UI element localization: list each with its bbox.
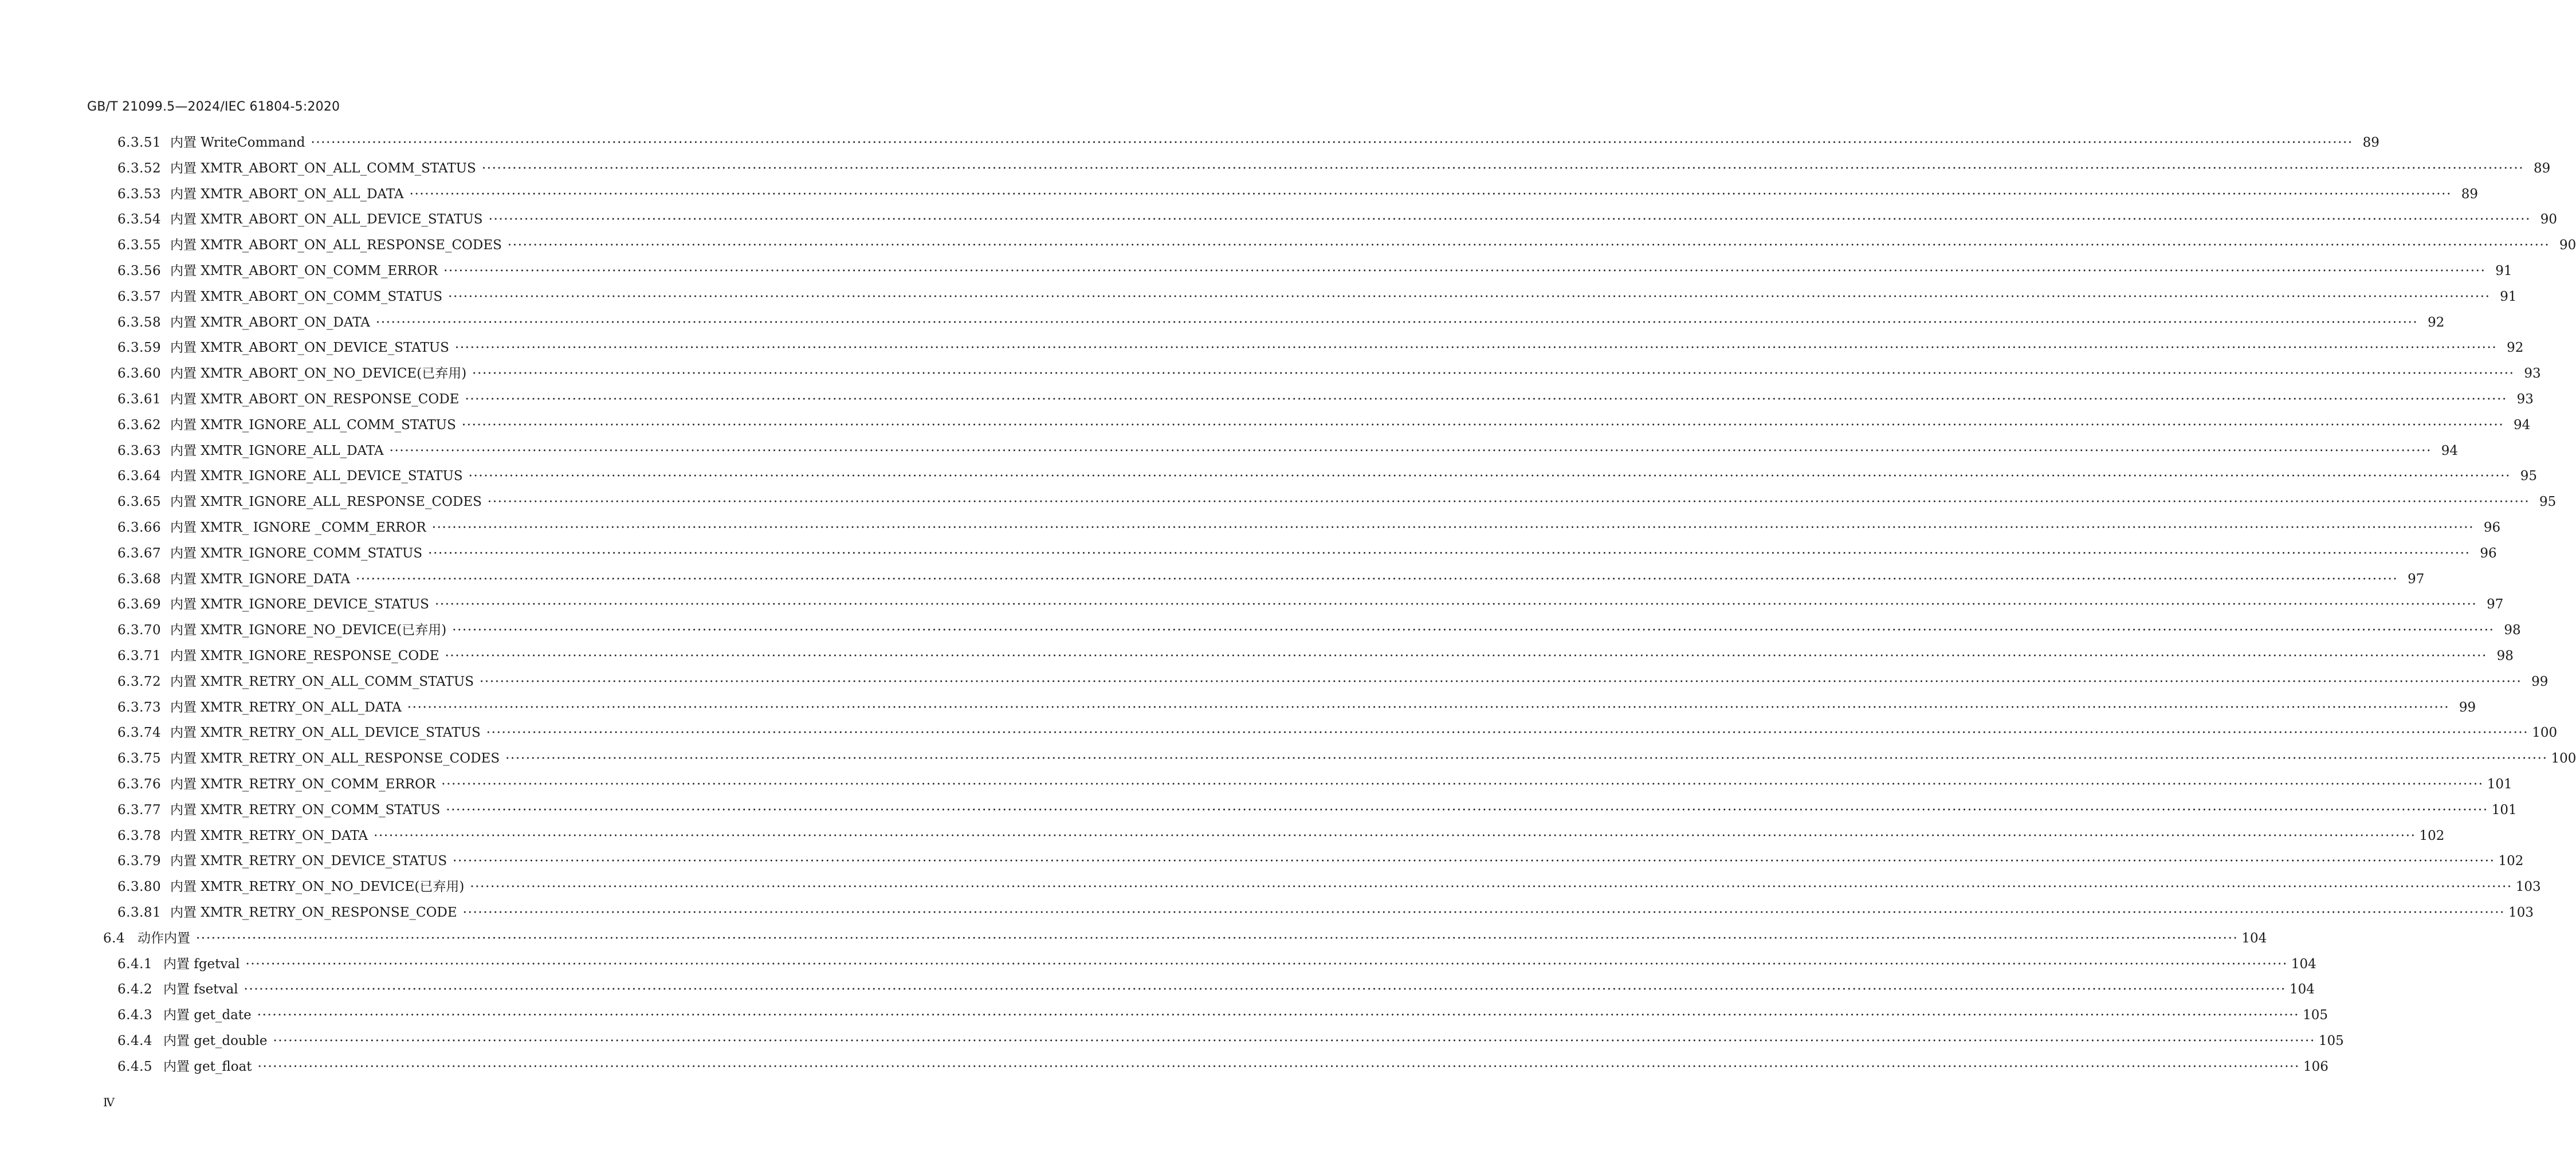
toc-entry[interactable] bbox=[117, 981, 2315, 998]
toc-entry-title: 内置 XMTR_RETRY_ON_ALL_RESPONSE_CODES bbox=[170, 751, 500, 767]
toc-entry-page: 106 bbox=[2303, 1059, 2328, 1074]
toc-entry-page: 101 bbox=[2491, 802, 2517, 818]
toc-entry-page: 97 bbox=[2408, 571, 2425, 587]
toc-entry-number: 6.4.4 bbox=[117, 1034, 153, 1048]
toc-entry-page: 103 bbox=[2508, 905, 2534, 920]
toc-entry[interactable] bbox=[117, 852, 2524, 870]
toc-entry-number: 6.4 bbox=[103, 930, 125, 946]
toc-dot-leader: ················································································································································································································································································································································································································ bbox=[452, 623, 2495, 638]
toc-entry-number: 6.3.80 bbox=[117, 879, 162, 895]
toc-entry-page: 95 bbox=[2520, 469, 2538, 484]
toc-entry[interactable] bbox=[117, 442, 2459, 459]
toc-entry-page: 92 bbox=[2507, 340, 2524, 356]
toc-dot-leader: ················································································································································································································································································································································································································ bbox=[441, 777, 2484, 792]
toc-entry[interactable] bbox=[117, 365, 2541, 382]
toc-entry-page: 94 bbox=[2513, 417, 2531, 433]
toc-entry-number: 6.4.1 bbox=[117, 956, 153, 972]
toc-entry[interactable] bbox=[117, 622, 2521, 639]
toc-dot-leader: ················································································································································································································································································································································································································ bbox=[454, 340, 2498, 356]
toc-entry-title: 内置 XMTR_IGNORE_ALL_COMM_STATUS bbox=[170, 417, 456, 433]
toc-entry[interactable] bbox=[117, 596, 2504, 613]
toc-entry-number: 6.3.58 bbox=[117, 315, 162, 330]
toc-entry[interactable] bbox=[117, 878, 2541, 895]
toc-entry-title: 内置 XMTR_RETRY_ON_ALL_DATA bbox=[170, 700, 402, 715]
toc-dot-leader: ················································································································································································································································································································································································································ bbox=[375, 315, 2418, 330]
toc-entry[interactable] bbox=[117, 904, 2534, 921]
toc-entry-page: 96 bbox=[2480, 545, 2497, 561]
toc-entry[interactable] bbox=[117, 647, 2514, 665]
toc-dot-leader: ················································································································································································································································································································································································································ bbox=[355, 571, 2398, 587]
toc-entry-number: 6.3.51 bbox=[117, 135, 162, 150]
toc-entry-page: 104 bbox=[2289, 982, 2315, 997]
toc-entry-page: 99 bbox=[2531, 674, 2548, 689]
toc-entry-page: 103 bbox=[2515, 879, 2541, 895]
toc-dot-leader: ················································································································································································································································································································································································································ bbox=[468, 469, 2511, 484]
toc-entry-number: 6.3.65 bbox=[117, 494, 162, 510]
toc-entry-title: 内置 XMTR_IGNORE_DEVICE_STATUS bbox=[170, 597, 429, 612]
toc-entry-title: 内置 XMTR_RETRY_ON_DATA bbox=[170, 828, 368, 843]
toc-entry[interactable] bbox=[117, 956, 2316, 973]
toc-dot-leader: ················································································································································································································································································································································································································ bbox=[245, 956, 2288, 972]
toc-entry-page: 100 bbox=[2532, 725, 2558, 741]
toc-entry-number: 6.3.78 bbox=[117, 828, 162, 843]
toc-entry-number: 6.4.2 bbox=[117, 982, 153, 997]
toc-entry[interactable] bbox=[117, 545, 2497, 562]
toc-entry-number: 6.3.75 bbox=[117, 751, 162, 767]
toc-entry[interactable] bbox=[117, 262, 2512, 280]
toc-entry-number: 6.3.52 bbox=[117, 160, 162, 176]
toc-entry-page: 89 bbox=[2533, 160, 2551, 176]
toc-dot-leader: ················································································································································································································································································································································································································ bbox=[257, 1008, 2300, 1023]
toc-entry-number: 6.3.55 bbox=[117, 238, 162, 253]
toc-dot-leader: ················································································································································································································································································································································································································ bbox=[196, 930, 2239, 946]
toc-entry-page: 100 bbox=[2551, 751, 2576, 767]
toc-entry-number: 6.4.5 bbox=[117, 1059, 153, 1074]
toc-entry-title: 内置 XMTR_ABORT_ON_RESPONSE_CODE bbox=[170, 392, 460, 407]
toc-dot-leader: ················································································································································································································································································································································································································ bbox=[472, 366, 2515, 382]
toc-dot-leader: ················································································································································································································································································································································································································ bbox=[470, 879, 2512, 895]
toc-entry[interactable] bbox=[117, 750, 2576, 767]
toc-entry-title: 内置 XMTR_IGNORE_ALL_RESPONSE_CODES bbox=[170, 494, 482, 510]
toc-entry-page: 91 bbox=[2495, 264, 2512, 278]
toc-dot-leader: ················································································································································································································································································································································································································ bbox=[481, 160, 2524, 176]
toc-dot-leader: ················································································································································································································································································································································································································ bbox=[461, 417, 2504, 433]
toc-entry-number: 6.3.67 bbox=[117, 545, 162, 561]
toc-entry[interactable] bbox=[117, 776, 2512, 793]
toc-entry-number: 6.3.72 bbox=[117, 674, 162, 689]
toc-entry-title: 内置 XMTR_IGNORE_RESPONSE_CODE bbox=[170, 649, 439, 663]
toc-entry-title: 内置 XMTR_ABORT_ON_COMM_STATUS bbox=[170, 289, 443, 304]
toc-dot-leader: ················································································································································································································································································································································································································ bbox=[487, 494, 2530, 510]
toc-entry-number: 6.3.69 bbox=[117, 597, 162, 612]
toc-entry-number: 6.3.63 bbox=[117, 443, 162, 458]
toc-entry-title: 内置 fgetval bbox=[163, 956, 240, 972]
toc-entry[interactable] bbox=[117, 288, 2517, 305]
toc-entry-title: 内置 get_double bbox=[163, 1034, 268, 1048]
toc-entry-page: 105 bbox=[2318, 1034, 2344, 1048]
toc-entry-number: 6.3.81 bbox=[117, 905, 162, 920]
toc-dot-leader: ················································································································································································································································································································································································································ bbox=[465, 392, 2507, 407]
toc-entry-number: 6.3.53 bbox=[117, 186, 162, 202]
toc-entry-number: 6.3.74 bbox=[117, 725, 162, 741]
toc-dot-leader: ················································································································································································································································································································································································································ bbox=[446, 802, 2488, 818]
toc-dot-leader: ················································································································································································································································································································································································································ bbox=[389, 443, 2432, 458]
toc-entry[interactable] bbox=[117, 1007, 2328, 1024]
toc-dot-leader: ················································································································································································································································································································································································································ bbox=[244, 982, 2286, 997]
toc-dot-leader: ················································································································································································································································································································································································································ bbox=[311, 135, 2353, 150]
toc-dot-leader: ················································································································································································································································································································································································································ bbox=[453, 854, 2495, 869]
toc-entry-page: 105 bbox=[2303, 1008, 2328, 1023]
toc-entry[interactable] bbox=[117, 467, 2538, 485]
toc-entry-page: 95 bbox=[2539, 494, 2557, 510]
toc-entry-page: 94 bbox=[2441, 443, 2459, 458]
toc-entry-title: 内置 fsetval bbox=[163, 982, 238, 997]
toc-entry-number: 6.3.54 bbox=[117, 212, 162, 227]
toc-entry-number: 6.3.77 bbox=[117, 802, 162, 818]
toc-entry-title: 内置 XMTR_ABORT_ON_ALL_COMM_STATUS bbox=[170, 160, 476, 176]
toc-entry[interactable] bbox=[103, 930, 2267, 947]
toc-dot-leader: ················································································································································································································································································································································································································ bbox=[409, 186, 2452, 202]
toc-entry[interactable] bbox=[117, 493, 2557, 510]
toc-entry-page: 93 bbox=[2524, 366, 2541, 382]
toc-entry-title: 内置 XMTR_ABORT_ON_COMM_ERROR bbox=[170, 264, 438, 278]
toc-entry[interactable] bbox=[117, 237, 2576, 254]
toc-entry-title: 内置 XMTR_ABORT_ON_ALL_DEVICE_STATUS bbox=[170, 212, 483, 227]
toc-dot-leader: ················································································································································································································································································································································································································ bbox=[445, 649, 2487, 663]
toc-entry-page: 92 bbox=[2428, 315, 2445, 330]
toc-entry[interactable] bbox=[117, 339, 2524, 356]
toc-entry[interactable] bbox=[117, 186, 2478, 203]
toc-entry-page: 97 bbox=[2487, 597, 2504, 612]
toc-entry-title: 内置 XMTR_RETRY_ON_DEVICE_STATUS bbox=[170, 854, 447, 869]
toc-entry-page: 104 bbox=[2241, 930, 2267, 946]
toc-entry[interactable] bbox=[117, 827, 2445, 844]
toc-entry-title: 内置 get_date bbox=[163, 1008, 252, 1023]
toc-entry[interactable] bbox=[117, 724, 2558, 741]
toc-dot-leader: ················································································································································································································································································································································································································ bbox=[407, 700, 2450, 715]
toc-entry-page: 93 bbox=[2516, 392, 2534, 407]
toc-entry-page: 102 bbox=[2498, 854, 2524, 869]
toc-entry[interactable] bbox=[117, 1032, 2344, 1050]
toc-entry[interactable] bbox=[117, 314, 2445, 331]
toc-entry-title: 动作内置 bbox=[138, 930, 190, 946]
toc-entry-page: 90 bbox=[2559, 238, 2576, 253]
toc-entry[interactable] bbox=[117, 801, 2517, 819]
toc-entry-title: 内置 XMTR_ABORT_ON_ALL_RESPONSE_CODES bbox=[170, 238, 502, 253]
toc-entry-title: 内置 XMTR_RETRY_ON_ALL_COMM_STATUS bbox=[170, 674, 474, 689]
toc-entry-title: 内置 XMTR_ABORT_ON_ALL_DATA bbox=[170, 186, 404, 202]
toc-entry-title: 内置 XMTR_IGNORE_ALL_DATA bbox=[170, 443, 384, 458]
toc-entry[interactable] bbox=[117, 1058, 2328, 1075]
toc-entry[interactable] bbox=[117, 571, 2425, 588]
toc-entry-page: 99 bbox=[2459, 700, 2476, 715]
toc-entry-title: 内置 XMTR_ABORT_ON_DATA bbox=[170, 315, 370, 330]
toc-dot-leader: ················································································································································································································································································································································································································ bbox=[434, 597, 2477, 612]
toc-entry-number: 6.3.61 bbox=[117, 392, 162, 407]
toc-entry-number: 6.3.56 bbox=[117, 264, 162, 278]
toc-entry-number: 6.3.68 bbox=[117, 571, 162, 587]
toc-entry[interactable] bbox=[117, 519, 2501, 536]
toc-entry-page: 90 bbox=[2540, 212, 2557, 227]
toc-dot-leader: ················································································································································································································································································································································································································ bbox=[257, 1059, 2300, 1074]
toc-entry-title: 内置 XMTR_IGNORE_ALL_DEVICE_STATUS bbox=[170, 469, 463, 484]
page-number: Ⅳ bbox=[103, 1095, 115, 1109]
toc-entry-title: 内置 XMTR_IGNORE_COMM_STATUS bbox=[170, 545, 423, 561]
toc-dot-leader: ················································································································································································································································································································································································································ bbox=[428, 545, 2471, 561]
toc-entry-page: 101 bbox=[2487, 777, 2512, 792]
toc-entry-title: 内置 XMTR_ABORT_ON_DEVICE_STATUS bbox=[170, 340, 449, 356]
toc-entry-title: 内置 XMTR_IGNORE_DATA bbox=[170, 571, 350, 587]
toc-entry-number: 6.3.71 bbox=[117, 649, 162, 663]
toc-entry-title: 内置 XMTR_RETRY_ON_NO_DEVICE(已弃用) bbox=[170, 879, 465, 895]
toc-entry-page: 102 bbox=[2419, 828, 2445, 843]
toc-entry-page: 89 bbox=[2362, 135, 2379, 150]
toc-entry[interactable] bbox=[117, 416, 2531, 434]
toc-entry-title: 内置 XMTR_ABORT_ON_NO_DEVICE(已弃用) bbox=[170, 366, 467, 382]
toc-entry-title: 内置 get_float bbox=[163, 1059, 252, 1074]
toc-entry-number: 6.4.3 bbox=[117, 1008, 153, 1023]
toc-entry-number: 6.3.64 bbox=[117, 469, 162, 484]
toc-entry-number: 6.3.79 bbox=[117, 854, 162, 869]
toc-dot-leader: ················································································································································································································································································································································································································ bbox=[462, 905, 2506, 920]
toc-entry-title: 内置 XMTR_ IGNORE _COMM_ERROR bbox=[170, 520, 426, 535]
toc-dot-leader: ················································································································································································································································································································································································································ bbox=[507, 238, 2550, 253]
toc-entry[interactable] bbox=[117, 699, 2476, 716]
toc-entry-number: 6.3.60 bbox=[117, 366, 162, 382]
toc-entry-page: 98 bbox=[2504, 623, 2521, 638]
toc-entry[interactable] bbox=[117, 673, 2548, 690]
toc-entry[interactable] bbox=[117, 391, 2534, 408]
toc-entry-page: 89 bbox=[2461, 186, 2478, 202]
running-header: GB/T 21099.5—2024/IEC 61804-5:2020 bbox=[87, 100, 340, 114]
toc-entry-page: 98 bbox=[2496, 649, 2514, 663]
toc-entry-number: 6.3.73 bbox=[117, 700, 162, 715]
toc-entry-title: 内置 XMTR_IGNORE_NO_DEVICE(已弃用) bbox=[170, 623, 447, 638]
toc-dot-leader: ················································································································································································································································································································································································································ bbox=[443, 264, 2486, 278]
toc-dot-leader: ················································································································································································································································································································································································································ bbox=[431, 520, 2475, 535]
toc-entry-title: 内置 XMTR_RETRY_ON_ALL_DEVICE_STATUS bbox=[170, 725, 481, 741]
toc-dot-leader: ················································································································································································································································································································································································································ bbox=[488, 212, 2531, 227]
toc-dot-leader: ················································································································································································································································································································································································································ bbox=[505, 751, 2548, 767]
toc-entry-number: 6.3.62 bbox=[117, 417, 162, 433]
toc-entry-title: 内置 WriteCommand bbox=[170, 135, 305, 150]
toc-entry-title: 内置 XMTR_RETRY_ON_COMM_ERROR bbox=[170, 777, 436, 792]
toc-entry[interactable] bbox=[117, 160, 2551, 177]
toc-dot-leader: ················································································································································································································································································································································································································ bbox=[480, 674, 2522, 689]
toc-dot-leader: ················································································································································································································································································································································································································ bbox=[273, 1034, 2315, 1048]
toc-entry-page: 91 bbox=[2500, 289, 2517, 304]
toc-entry-number: 6.3.59 bbox=[117, 340, 162, 356]
toc-entry-title: 内置 XMTR_RETRY_ON_RESPONSE_CODE bbox=[170, 905, 457, 920]
toc-entry-number: 6.3.70 bbox=[117, 623, 162, 638]
toc-entry-page: 96 bbox=[2483, 520, 2501, 535]
toc-dot-leader: ················································································································································································································································································································································································································ bbox=[374, 828, 2416, 843]
toc-dot-leader: ················································································································································································································································································································································································································ bbox=[486, 725, 2529, 741]
toc-entry[interactable] bbox=[117, 134, 2379, 151]
toc-entry-number: 6.3.66 bbox=[117, 520, 162, 535]
toc-dot-leader: ················································································································································································································································································································································································································ bbox=[448, 289, 2491, 304]
toc-entry[interactable] bbox=[117, 211, 2557, 228]
toc-entry-number: 6.3.57 bbox=[117, 289, 162, 304]
toc-entry-title: 内置 XMTR_RETRY_ON_COMM_STATUS bbox=[170, 802, 441, 818]
toc-entry-number: 6.3.76 bbox=[117, 777, 162, 792]
toc-entry-page: 104 bbox=[2291, 956, 2316, 972]
